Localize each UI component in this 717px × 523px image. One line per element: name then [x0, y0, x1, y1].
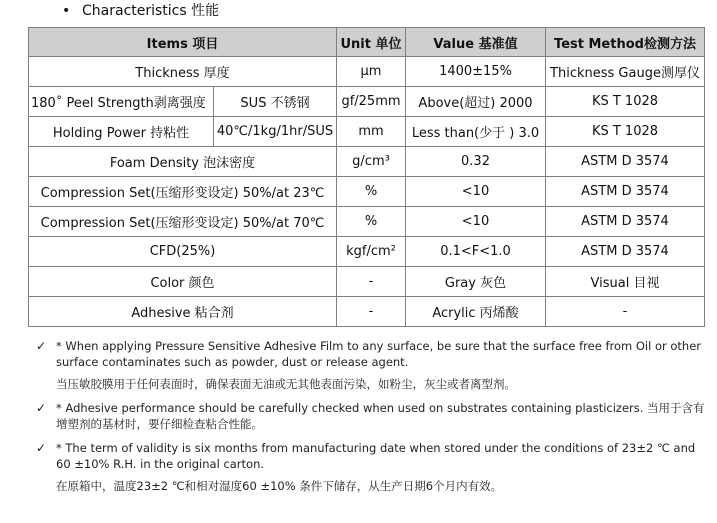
- notes-section: [36, 338, 706, 498]
- note-text-en: * Adhesive performance should be carefully checked when used on substrates containing plasticizers. 当用于含有增塑剂的基材时，要仔细检查粘合性能。: [56, 401, 705, 431]
- table-header-row: [29, 28, 705, 57]
- header-items: Items 项目: [29, 28, 337, 57]
- cell-value: 0.32: [406, 147, 546, 177]
- cell-value: <10: [406, 177, 546, 207]
- note-text-cn: 在原箱中，温度23±2 ℃和相对湿度60 ±10% 条件下储存，从生产日期6个月内有效。: [56, 479, 503, 493]
- cell-item: Color 颜色: [29, 267, 337, 297]
- cell-unit: kgf/cm²: [337, 237, 406, 267]
- header-test-method: Test Method检测方法: [546, 28, 705, 57]
- table-row: [29, 117, 705, 147]
- table-row: [29, 87, 705, 117]
- note-item: [36, 338, 706, 392]
- table-row: [29, 267, 705, 297]
- cell-method: ASTM D 3574: [546, 147, 705, 177]
- cell-unit: μm: [337, 57, 406, 87]
- note-text-en: * When applying Pressure Sensitive Adhesive Film to any surface, be sure that the surface free from Oil or other surface contaminates such as powder, dust or release agent.: [56, 339, 702, 369]
- section-heading: [62, 2, 219, 20]
- cell-value: Acrylic 丙烯酸: [406, 297, 546, 327]
- cell-condition: 40℃/1kg/1hr/SUS: [214, 117, 337, 147]
- cell-method: -: [546, 297, 705, 327]
- table-row: [29, 177, 705, 207]
- cell-method: KS T 1028: [546, 87, 705, 117]
- cell-method: ASTM D 3574: [546, 237, 705, 267]
- checkmark-icon: ✓: [36, 401, 47, 415]
- cell-unit: -: [337, 267, 406, 297]
- checkmark-icon: ✓: [36, 441, 47, 455]
- cell-value: 0.1<F<1.0: [406, 237, 546, 267]
- cell-unit: gf/25mm: [337, 87, 406, 117]
- characteristics-table: [28, 27, 705, 327]
- table-row: [29, 147, 705, 177]
- checkmark-icon: ✓: [36, 339, 47, 353]
- table-row: [29, 237, 705, 267]
- cell-value: Gray 灰色: [406, 267, 546, 297]
- cell-value: <10: [406, 207, 546, 237]
- cell-unit: %: [337, 177, 406, 207]
- cell-item: Compression Set(压缩形变设定) 50%/at 23℃: [29, 177, 337, 207]
- table-row: [29, 207, 705, 237]
- header-value: Value 基准值: [406, 28, 546, 57]
- cell-method: ASTM D 3574: [546, 207, 705, 237]
- cell-method: KS T 1028: [546, 117, 705, 147]
- cell-unit: -: [337, 297, 406, 327]
- section-title: Characteristics 性能: [82, 3, 220, 19]
- bullet-icon: •: [62, 3, 71, 19]
- table-row: [29, 57, 705, 87]
- cell-item: CFD(25%): [29, 237, 337, 267]
- cell-item: Thickness 厚度: [29, 57, 337, 87]
- cell-condition: SUS 不锈钢: [214, 87, 337, 117]
- cell-item: Compression Set(压缩形变设定) 50%/at 70℃: [29, 207, 337, 237]
- cell-value: 1400±15%: [406, 57, 546, 87]
- cell-item: Adhesive 粘合剂: [29, 297, 337, 327]
- header-unit: Unit 单位: [337, 28, 406, 57]
- cell-method: ASTM D 3574: [546, 177, 705, 207]
- cell-unit: g/cm³: [337, 147, 406, 177]
- note-text-cn: 当压敏胶膜用于任何表面时，确保表面无油或无其他表面污染，如粉尘，灰尘或者离型剂。: [56, 377, 516, 391]
- cell-unit: mm: [337, 117, 406, 147]
- cell-value: Above(超过) 2000: [406, 87, 546, 117]
- note-text-en: * The term of validity is six months from manufacturing date when stored under the conditions of 23±2 ℃ and 60 ±10% R.H. in the original carton.: [56, 441, 696, 471]
- cell-method: Visual 目视: [546, 267, 705, 297]
- note-item: [36, 440, 706, 494]
- cell-value: Less than(少于 ) 3.0: [406, 117, 546, 147]
- cell-unit: %: [337, 207, 406, 237]
- cell-item: Holding Power 持粘性: [29, 117, 214, 147]
- cell-method: Thickness Gauge测厚仪: [546, 57, 705, 87]
- cell-item: Foam Density 泡沫密度: [29, 147, 337, 177]
- cell-item: 180˚ Peel Strength剥离强度: [29, 87, 214, 117]
- note-item: [36, 400, 706, 432]
- table-row: [29, 297, 705, 327]
